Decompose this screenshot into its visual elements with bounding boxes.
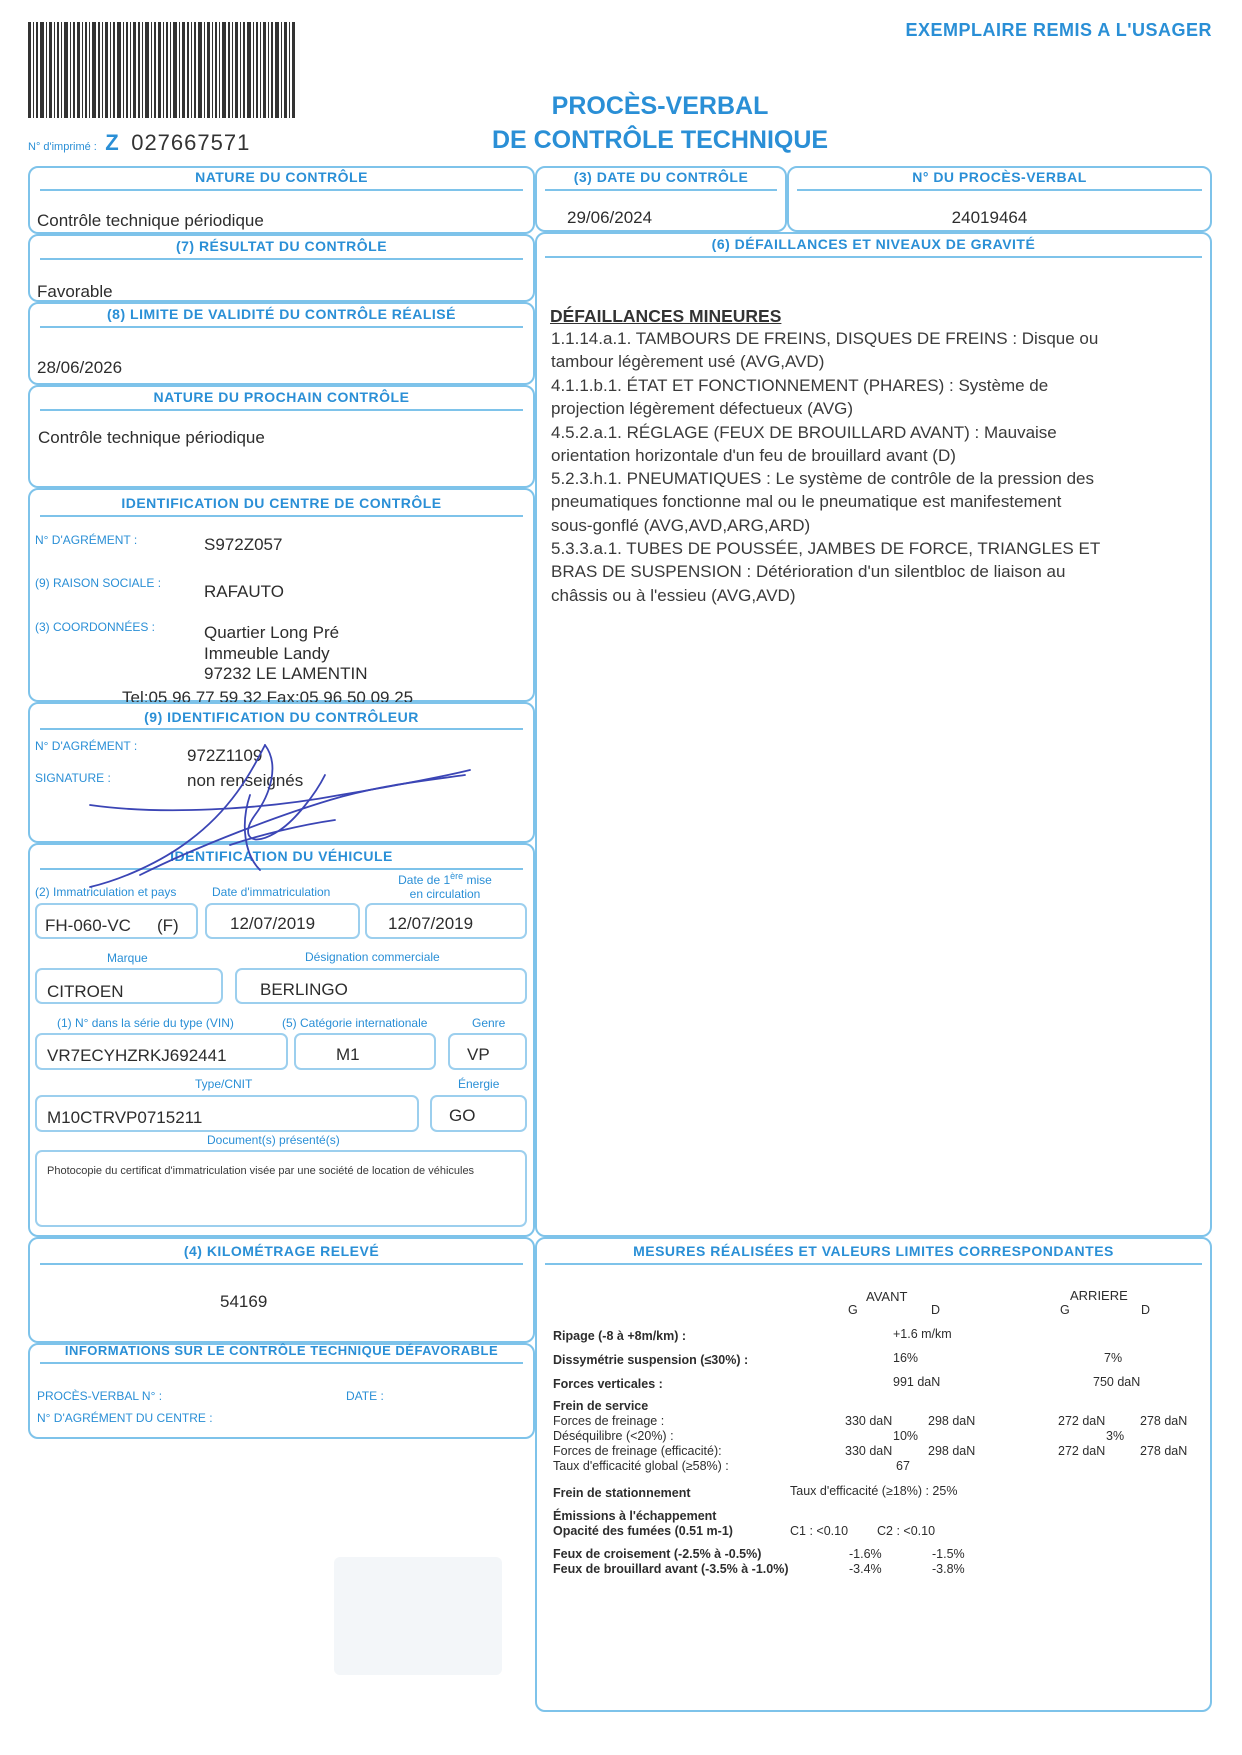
- defavorable-header-line: [40, 1362, 523, 1364]
- avant-d-header: D: [931, 1303, 941, 1317]
- result-header-line: [40, 258, 523, 260]
- immat-label: (2) Immatriculation et pays: [35, 885, 177, 899]
- ff-av-d: 298 daN: [928, 1414, 976, 1428]
- centre-coord-label: (3) COORDONNÉES :: [35, 620, 156, 634]
- imprime-number-row: [28, 130, 250, 156]
- centre-coord-line3: 97232 LE LAMENTIN: [204, 664, 368, 683]
- pv-number-value: 24019464: [951, 208, 1028, 227]
- barcode: [28, 22, 298, 118]
- vehicle-header: IDENTIFICATION DU VÉHICULE: [170, 848, 393, 864]
- categorie-field: [294, 1033, 436, 1070]
- next-header: NATURE DU PROCHAIN CONTRÔLE: [153, 389, 410, 405]
- defect-line: 4.5.2.a.1. RÉGLAGE (FEUX DE BROUILLARD AVANT) : Mauvaise: [551, 423, 1057, 442]
- dissym-ar: 7%: [1104, 1351, 1123, 1365]
- title-line2: DE CONTRÔLE TECHNIQUE: [491, 126, 829, 154]
- ff-av-g: 330 daN: [845, 1414, 893, 1428]
- marque-label: Marque: [107, 951, 148, 965]
- immat-value: FH-060-VC: [45, 916, 131, 935]
- vin-value: VR7ECYHZRKJ692441: [47, 1046, 227, 1065]
- defavorable-agrement-label: N° D'AGRÉMENT DU CENTRE :: [37, 1411, 213, 1425]
- brouillard-label: Feux de brouillard avant (-3.5% à -1.0%): [553, 1562, 789, 1576]
- energie-value: GO: [449, 1106, 476, 1125]
- km-header-line: [40, 1263, 523, 1265]
- defaillances-header: (6) DÉFAILLANCES ET NIVEAUX DE GRAVITÉ: [711, 236, 1036, 252]
- defect-line: 5.2.3.h.1. PNEUMATIQUES : Le système de contrôle de la pression des: [551, 469, 1094, 488]
- designation-value: BERLINGO: [260, 980, 348, 999]
- imprime-number: 027667571: [131, 130, 251, 155]
- defaillances-section-title: DÉFAILLANCES MINEURES: [550, 306, 782, 326]
- defect-line: projection légèrement défectueux (AVG): [551, 399, 854, 418]
- faint-stamp: [334, 1557, 502, 1675]
- marque-value: CITROEN: [47, 982, 124, 1001]
- defect-line: sous-gonflé (AVG,AVD,ARG,ARD): [551, 516, 811, 535]
- validity-value: 28/06/2026: [37, 358, 123, 377]
- avant-header: AVANT: [866, 1289, 908, 1304]
- type-label: Type/CNIT: [195, 1077, 253, 1091]
- ripage-value: +1.6 m/km: [893, 1327, 952, 1341]
- nature-header: NATURE DU CONTRÔLE: [195, 169, 368, 185]
- centre-header-line: [40, 515, 523, 517]
- defaillances-header-line: [545, 256, 1202, 258]
- forces-vert-label: Forces verticales :: [553, 1377, 663, 1391]
- ffe-ar-g: 272 daN: [1058, 1444, 1106, 1458]
- km-header: (4) KILOMÉTRAGE RELEVÉ: [183, 1243, 380, 1259]
- next-header-line: [40, 409, 523, 411]
- controleur-signature-label: SIGNATURE :: [35, 771, 111, 785]
- deseq-label: Déséquilibre (<20%) :: [553, 1429, 674, 1443]
- title-line1: PROCÈS-VERBAL: [551, 92, 769, 120]
- type-value: M10CTRVP0715211: [47, 1108, 203, 1127]
- ff-ar-g: 272 daN: [1058, 1414, 1106, 1428]
- result-header: (7) RÉSULTAT DU CONTRÔLE: [175, 238, 388, 254]
- ripage-label: Ripage (-8 à +8m/km) :: [553, 1329, 687, 1343]
- mesures-header: MESURES RÉALISÉES ET VALEURS LIMITES CORRESPONDANTES: [633, 1243, 1114, 1259]
- validity-header-line: [40, 326, 523, 328]
- date-immat-value: 12/07/2019: [230, 914, 316, 933]
- energie-label: Énergie: [458, 1077, 500, 1091]
- centre-coord-line1: Quartier Long Pré: [204, 623, 340, 642]
- documents-label: Document(s) présenté(s): [207, 1133, 340, 1147]
- pv-number-header-line: [797, 189, 1202, 191]
- opacite-label: Opacité des fumées (0.51 m-1): [553, 1524, 733, 1538]
- croisement-d: -1.5%: [932, 1547, 965, 1561]
- centre-coord-line2: Immeuble Landy: [204, 644, 330, 663]
- genre-value: VP: [467, 1045, 490, 1064]
- brouillard-d: -3.8%: [932, 1562, 965, 1576]
- nature-value: Contrôle technique périodique: [37, 211, 264, 230]
- validity-header: (8) LIMITE DE VALIDITÉ DU CONTRÔLE RÉALISÉ: [107, 306, 456, 322]
- deseq-ar: 3%: [1106, 1429, 1125, 1443]
- taux-global-label: Taux d'efficacité global (≥58%) :: [553, 1459, 729, 1473]
- controleur-header: (9) IDENTIFICATION DU CONTRÔLEUR: [144, 709, 419, 725]
- pays-value: (F): [157, 916, 179, 935]
- centre-raison-value: RAFAUTO: [204, 582, 284, 601]
- centre-agrement-value: S972Z057: [204, 535, 283, 554]
- controleur-signature-value: non renseignés: [187, 771, 304, 790]
- defect-line: 4.1.1.b.1. ÉTAT ET FONCTIONNEMENT (PHARES) : Système de: [551, 376, 1049, 395]
- pv-number-header: N° DU PROCÈS-VERBAL: [912, 169, 1087, 185]
- defavorable-header: INFORMATIONS SUR LE CONTRÔLE TECHNIQUE DÉFAVORABLE: [64, 1343, 499, 1358]
- date-header-line: [545, 189, 777, 191]
- defect-line: châssis ou à l'essieu (AVG,AVD): [551, 586, 796, 605]
- categorie-value: M1: [336, 1045, 360, 1064]
- defavorable-pv-label: PROCÈS-VERBAL N° :: [37, 1389, 163, 1403]
- mesures-box: [535, 1237, 1212, 1712]
- opacite-c1: C1 : <0.10: [790, 1524, 849, 1538]
- arriere-header: ARRIERE: [1070, 1288, 1128, 1303]
- frein-service-label: Frein de service: [553, 1399, 649, 1413]
- first-circ-value: 12/07/2019: [388, 914, 474, 933]
- centre-coord-line4: Tel:05 96 77 59 32 Fax:05 96 50 09 25: [122, 688, 414, 707]
- controleur-header-line: [40, 728, 523, 730]
- mesures-header-line: [545, 1263, 1202, 1265]
- controleur-agrement-value: 972Z1109: [187, 746, 263, 765]
- stationnement-label: Frein de stationnement: [553, 1486, 691, 1500]
- controleur-agrement-label: N° D'AGRÉMENT :: [35, 739, 138, 753]
- croisement-g: -1.6%: [849, 1547, 882, 1561]
- deseq-av: 10%: [893, 1429, 919, 1443]
- defect-line: pneumatiques fonctionne mal ou le pneumatique est manifestement: [551, 492, 1062, 511]
- forces-vert-av: 991 daN: [893, 1375, 941, 1389]
- result-value: Favorable: [37, 282, 113, 301]
- centre-agrement-label: N° D'AGRÉMENT :: [35, 533, 138, 547]
- first-circ-label: Date de 1ère mise en circulation: [398, 871, 492, 901]
- dissym-av: 16%: [893, 1351, 919, 1365]
- signature-scribble: [80, 735, 480, 895]
- defect-line: BRAS DE SUSPENSION : Détérioration d'un silentbloc de liaison au: [551, 562, 1066, 581]
- centre-header: IDENTIFICATION DU CENTRE DE CONTRÔLE: [121, 495, 442, 511]
- croisement-label: Feux de croisement (-2.5% à -0.5%): [553, 1547, 762, 1561]
- next-value: Contrôle technique périodique: [38, 428, 265, 447]
- genre-label: Genre: [472, 1016, 506, 1030]
- forces-freinage-label: Forces de freinage :: [553, 1414, 665, 1428]
- opacite-c2: C2 : <0.10: [877, 1524, 936, 1538]
- brouillard-g: -3.4%: [849, 1562, 882, 1576]
- taux-global-value: 67: [896, 1459, 910, 1473]
- emissions-label: Émissions à l'échappement: [553, 1509, 717, 1523]
- date-immat-label: Date d'immatriculation: [212, 885, 331, 899]
- stationnement-value: Taux d'efficacité (≥18%) : 25%: [790, 1484, 958, 1498]
- ffe-av-g: 330 daN: [845, 1444, 893, 1458]
- imprime-label: N° d'imprimé :: [28, 141, 97, 153]
- energie-field: [430, 1095, 527, 1132]
- copy-label: EXEMPLAIRE REMIS A L'USAGER: [905, 20, 1212, 40]
- date-value: 29/06/2024: [567, 208, 653, 227]
- documents-value: Photocopie du certificat d'immatriculation visée par une société de location de véhicules: [47, 1165, 475, 1177]
- defavorable-date-label: DATE :: [346, 1389, 384, 1403]
- categorie-label: (5) Catégorie internationale: [282, 1016, 428, 1030]
- arriere-d-header: D: [1141, 1303, 1151, 1317]
- avant-g-header: G: [848, 1303, 858, 1317]
- dissym-label: Dissymétrie suspension (≤30%) :: [553, 1353, 749, 1367]
- defect-line: 1.1.14.a.1. TAMBOURS DE FREINS, DISQUES DE FREINS : Disque ou: [551, 329, 1099, 348]
- ffe-av-d: 298 daN: [928, 1444, 976, 1458]
- arriere-g-header: G: [1060, 1303, 1070, 1317]
- nature-header-line: [40, 189, 523, 191]
- centre-raison-label: (9) RAISON SOCIALE :: [35, 576, 162, 590]
- ff-eff-label: Forces de freinage (efficacité):: [553, 1444, 722, 1458]
- defect-line: orientation horizontale d'un feu de brouillard avant (D): [551, 446, 956, 465]
- defect-line: 5.3.3.a.1. TUBES DE POUSSÉE, JAMBES DE FORCE, TRIANGLES ET: [551, 539, 1101, 558]
- imprime-letter: Z: [105, 130, 119, 155]
- defect-line: tambour légèrement usé (AVG,AVD): [551, 352, 825, 371]
- date-header: (3) DATE DU CONTRÔLE: [573, 169, 749, 185]
- km-value: 54169: [220, 1292, 268, 1311]
- designation-label: Désignation commerciale: [305, 950, 440, 964]
- vin-label: (1) N° dans la série du type (VIN): [57, 1016, 234, 1030]
- ff-ar-d: 278 daN: [1140, 1414, 1188, 1428]
- forces-vert-ar: 750 daN: [1093, 1375, 1141, 1389]
- ffe-ar-d: 278 daN: [1140, 1444, 1188, 1458]
